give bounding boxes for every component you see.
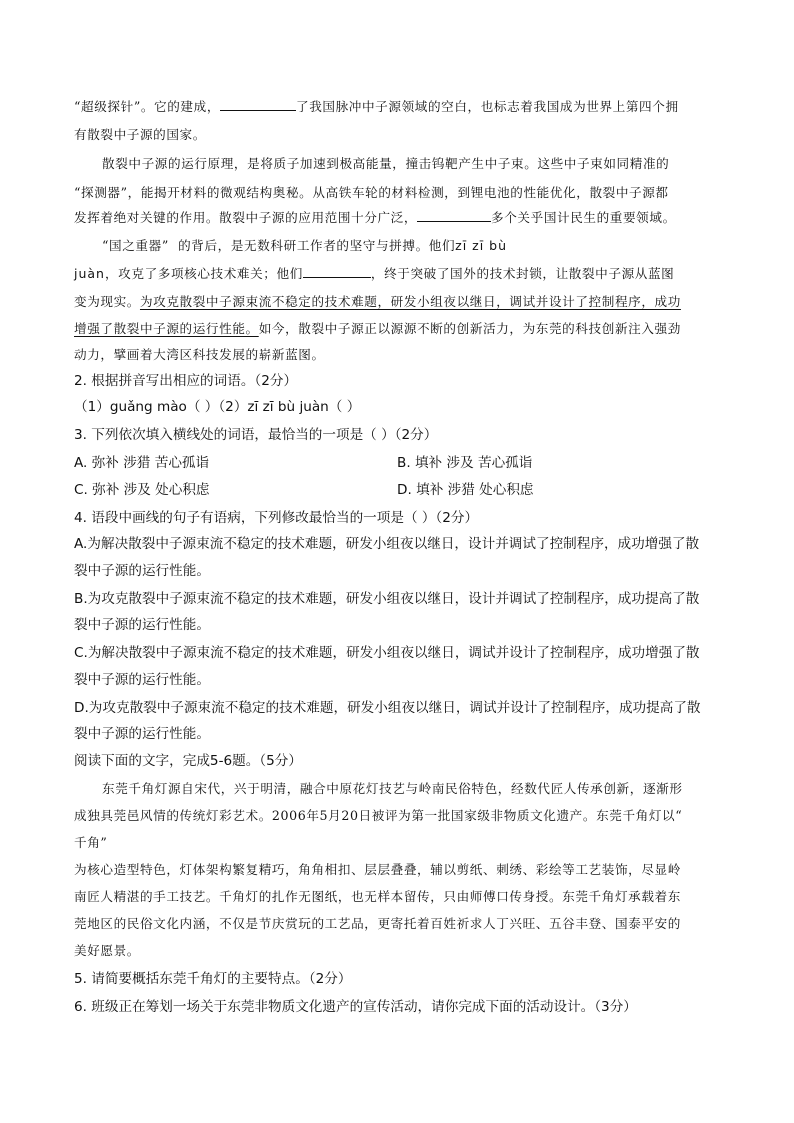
question-3-option-b: B. 填补 涉及 苦心孤诣 [397, 455, 533, 471]
passage1-line-2: 有散裂中子源的国家。 [74, 127, 206, 142]
passage2-line-6: 莞地区的民俗文化内涵，不仅是节庆赏玩的工艺品，更寄托着百姓祈求人丁兴旺、五谷丰登、国泰平安的 [74, 916, 681, 931]
underlined-sentence: 为攻克散裂中子源束流不稳定的技术难题，研发小组夜以继日，调试并设计了控制程序，成功 [139, 294, 681, 309]
underlined-sentence: 增强了散裂中子源的运行性能。 [74, 321, 259, 336]
passage1-line-5 [74, 207, 676, 226]
passage1-text: ，终于突破了国外的技术封锁，让散裂中子源从蓝图 [370, 266, 675, 281]
passage2-line-4: 为核心造型特色，灯体架构繁复精巧，角角相扣、层层叠叠，辅以剪纸、刺绣、彩绘等工艺装饰，尽显岭 [74, 862, 681, 877]
passage1-text: 如今，散裂中子源正以源源不断的创新活力，为东莞的科技创新注入强劲 [258, 321, 681, 336]
fill-blank-2 [417, 209, 491, 222]
question-6-title: 6. 班级正在筹划一场关于东莞非物质文化遗产的宣传活动，请你完成下面的活动设计。（3分） [74, 999, 637, 1015]
fill-blank-3 [303, 265, 371, 278]
passage2-line-2: 成独具莞邑风情的传统灯彩艺术。2006年5月20日被评为第一批国家级非物质文化遗产。东莞千角灯以“ [74, 808, 683, 823]
question-4-option-b: B.为攻克散裂中子源束流不稳定的技术难题，研发小组夜以继日，设计并调试了控制程序，成功提高了散 [74, 591, 700, 607]
passage1-text: 的背后，是无数科研工作者的坚守与拼搏。他们 [178, 238, 456, 253]
passage2-line-7: 美好愿景。 [74, 943, 140, 958]
passage1-line-8 [74, 291, 681, 310]
passage1-text: 变为现实。 [74, 294, 140, 309]
question-3-option-a: A. 弥补 涉猎 苦心孤诣 [74, 455, 210, 471]
passage1-text: 发挥着绝对关键的作用。散裂中子源的应用范围十分广泛， [74, 210, 418, 225]
question-2-pinyin: （1）guǎng mào（ ）（2）zī zī bù juàn（ ） [74, 399, 361, 415]
passage1-line-1 [74, 96, 679, 115]
passage1-text: 了我国脉冲中子源领域的空白，也标志着我国成为世界上第四个拥 [296, 99, 679, 114]
passage1-text: ，攻克了多项核心技术难关；他们 [104, 266, 303, 281]
question-3-option-c: C. 弥补 涉及 处心积虑 [74, 482, 210, 498]
passage1-text: “国之重器” [102, 238, 169, 253]
question-4-title: 4. 语段中画线的句子有语病，下列修改最恰当的一项是（ ）（2分） [74, 510, 479, 526]
question-4-option-d: D.为攻克散裂中子源束流不稳定的技术难题，研发小组夜以继日，调试并设计了控制程序，成功提高了散 [74, 700, 701, 716]
question-5-title: 5. 请简要概括东莞千角灯的主要特点。（2分） [74, 971, 352, 987]
passage2-line-3: 千角” [74, 835, 108, 850]
passage1-line-3: 散裂中子源的运行原理，是将质子加速到极高能量，撞击钨靶产生中子束。这些中子束如同精准的 [102, 156, 670, 171]
passage1-text: “超级探针”。它的建成， [74, 99, 221, 114]
passage2-line-1: 东莞千角灯源自宋代，兴于明清，融合中原花灯技艺与岭南民俗特色，经数代匠人传承创新，逐渐形 [102, 781, 683, 796]
question-3-option-d: D. 填补 涉猎 处心积虑 [397, 482, 534, 498]
fill-blank-1 [220, 98, 296, 111]
question-4-option-d-cont: 裂中子源的运行性能。 [74, 726, 210, 742]
passage1-line-4: “探测器”，能揭开材料的微观结构奥秘。从高铁车轮的材料检测，到锂电池的性能优化，散裂中子源都 [74, 185, 669, 200]
question-4-option-c-cont: 裂中子源的运行性能。 [74, 672, 210, 688]
passage2-line-5: 南匠人精湛的手工技艺。千角灯的扎作无图纸，也无样本留传，只由师傅口传身授。东莞千角灯承载着东 [74, 889, 681, 904]
pinyin-text: zī zī bù [455, 238, 508, 253]
question-3-title: 3. 下列依次填入横线处的词语，最恰当的一项是（ ）（2分） [74, 427, 438, 443]
question-4-option-c: C.为解决散裂中子源束流不稳定的技术难题，研发小组夜以继日，调试并设计了控制程序，成功增强了散 [74, 645, 700, 661]
pinyin-text: juàn [74, 266, 105, 281]
question-2-title: 2. 根据拼音写出相应的词语。（2分） [74, 373, 298, 389]
passage1-line-7 [74, 263, 674, 282]
question-4-option-a-cont: 裂中子源的运行性能。 [74, 563, 210, 579]
passage1-line-6 [102, 235, 507, 254]
passage1-line-10: 动力，擘画着大湾区科技发展的崭新蓝图。 [74, 347, 325, 362]
passage1-line-9 [74, 318, 681, 337]
question-4-option-b-cont: 裂中子源的运行性能。 [74, 617, 210, 633]
reading-instruction: 阅读下面的文字，完成5-6题。（5分） [74, 753, 302, 769]
question-4-option-a: A.为解决散裂中子源束流不稳定的技术难题，研发小组夜以继日，设计并调试了控制程序，成功增强了散 [74, 536, 700, 552]
passage1-text: 多个关乎国计民生的重要领域。 [491, 210, 676, 225]
